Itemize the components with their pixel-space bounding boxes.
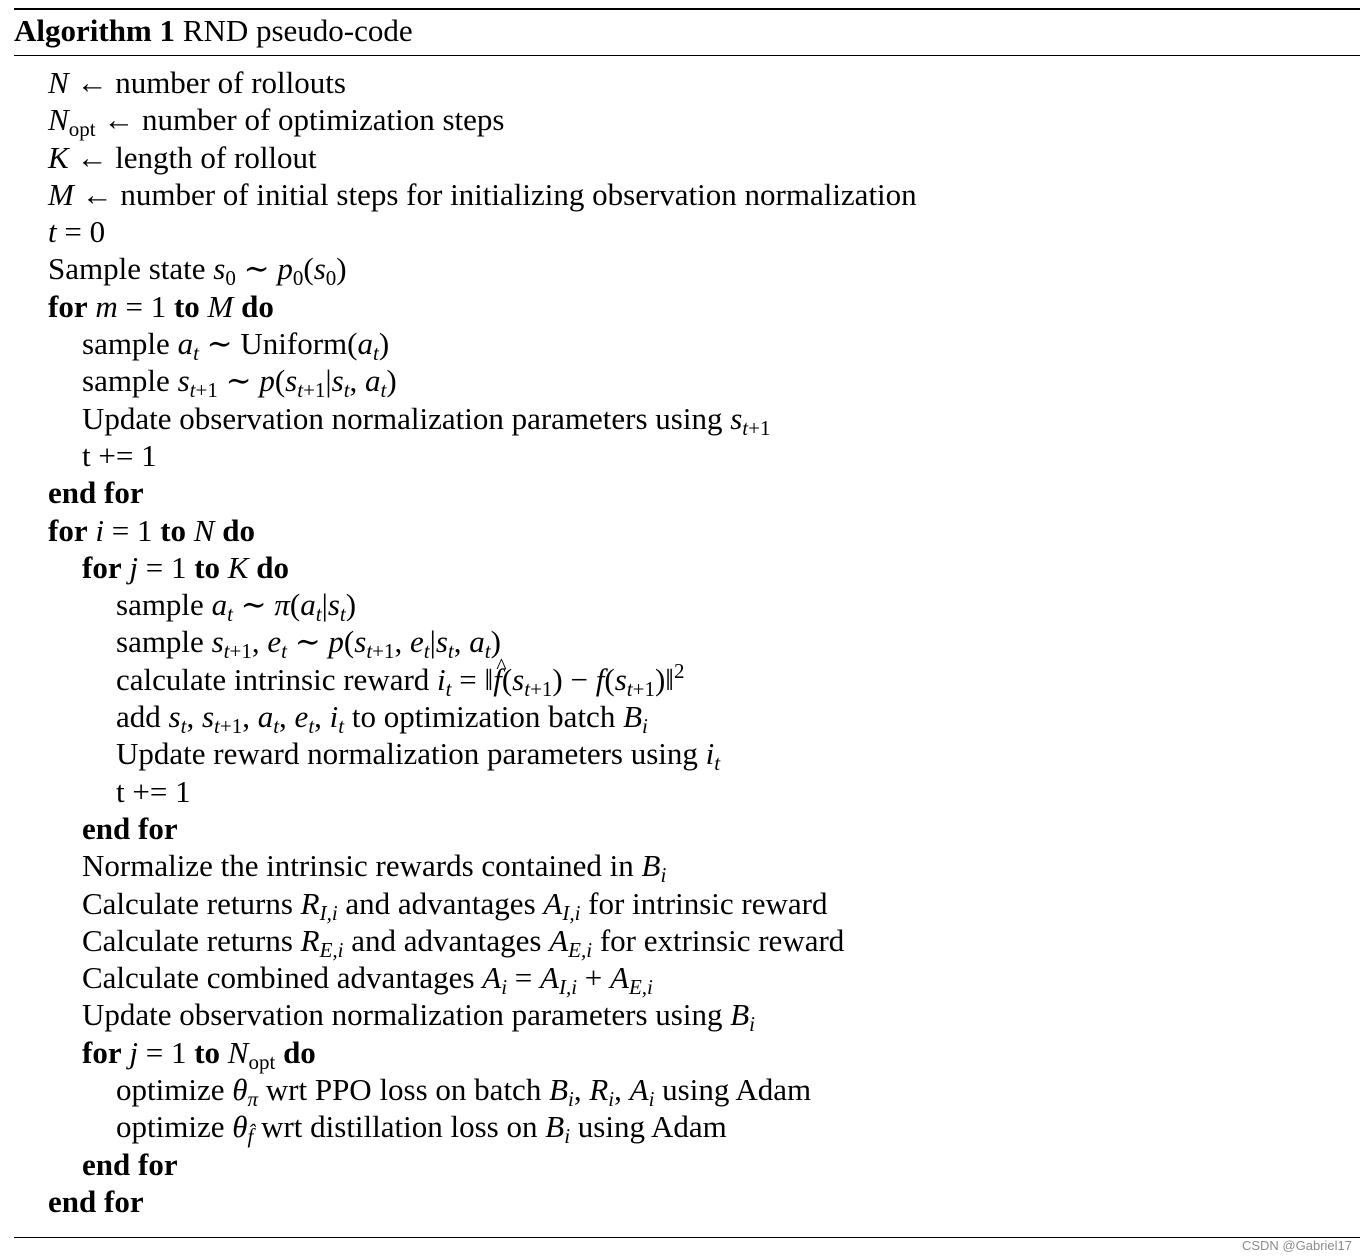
algorithm-label: Algorithm 1 xyxy=(14,13,176,48)
algo-line-25: Calculate combined advantages $A_i = A_{I,i} + A_{E,i}$ xyxy=(82,960,653,1000)
algorithm-title: RND pseudo-code xyxy=(182,13,413,48)
algo-line-18: add $s_t$, $s_{t+1}$, $a_t$, $e_t$, $i_t$ to optimization batch $B_i$ xyxy=(116,699,648,739)
algo-line-4: M ← number of initial steps for initializing observation normalization xyxy=(48,176,917,212)
top-rule xyxy=(14,8,1360,10)
algo-line-14: for j = 1 to K do xyxy=(82,549,289,585)
algo-line-2: $N_{opt}$ ← number of optimization steps xyxy=(48,102,505,142)
algo-line-6: Sample state $s_0$ ∼ $p_0(s_0)$ xyxy=(48,251,347,291)
algo-line-31: end for xyxy=(48,1183,144,1219)
algo-line-30: end for xyxy=(82,1146,178,1182)
bottom-rule xyxy=(14,1237,1360,1238)
watermark: CSDN @Gabriel17 xyxy=(1241,1238,1352,1253)
algo-line-28: optimize $\theta_\pi$ wrt PPO loss on batch $B_i$, $R_i$, $A_i$ using Adam xyxy=(116,1072,812,1112)
algo-line-20: t += 1 xyxy=(116,773,191,809)
algo-line-13: for i = 1 to N do xyxy=(48,512,255,548)
algo-line-7: for m = 1 to M do xyxy=(48,288,274,324)
caption-rule xyxy=(14,55,1360,56)
algo-line-19: Update reward normalization parameters using $i_t$ xyxy=(116,736,721,776)
algo-line-23: Calculate returns $R_{I,i}$ and advantages $A_{I,i}$ for intrinsic reward xyxy=(82,885,828,925)
algo-line-11: t += 1 xyxy=(82,437,157,473)
algo-line-27: for j = 1 to $N_{opt}$ do xyxy=(82,1034,316,1074)
algo-line-8: sample $a_t$ ∼ $Uniform(a_t)$ xyxy=(82,326,390,366)
algo-line-29: optimize $\theta_{f̂}$ wrt distillation loss on $B_i$ using Adam xyxy=(116,1109,727,1149)
algo-line-3: K ← length of rollout xyxy=(48,139,317,175)
algo-line-22: Normalize the intrinsic rewards contained in $B_i$ xyxy=(82,848,667,888)
algo-line-5: t = 0 xyxy=(48,214,106,250)
algo-line-1: N ← number of rollouts xyxy=(48,65,346,100)
algo-line-15: sample $a_t$ ∼ $\pi(a_t|s_t)$ xyxy=(116,587,357,627)
algo-line-21: end for xyxy=(82,810,178,846)
algorithm-caption xyxy=(14,12,413,50)
algo-line-17: calculate intrinsic reward $i_t$ = ‖^ $f(s_{t+1})$ − $f(s_{t+1})‖^2$ xyxy=(0,661,1368,698)
algo-line-10: Update observation normalization parameters using $s_{t+1}$ xyxy=(82,400,771,440)
algo-line-26: Update observation normalization parameters using $B_i$ xyxy=(82,997,755,1037)
algo-line-9: sample $s_{t+1}$ ∼ $p(s_{t+1}|s_t$, $a_t$) xyxy=(82,363,397,403)
algorithm-body xyxy=(0,64,1368,1220)
algo-line-16: sample $s_{t+1}$, $e_t$ ∼ $p(s_{t+1}$, $e_t|s_t$, $a_t$) xyxy=(116,624,501,664)
algo-line-12: end for xyxy=(48,475,144,511)
algo-line-24: Calculate returns $R_{E,i}$ and advantages $A_{E,i}$ for extrinsic reward xyxy=(82,922,845,962)
